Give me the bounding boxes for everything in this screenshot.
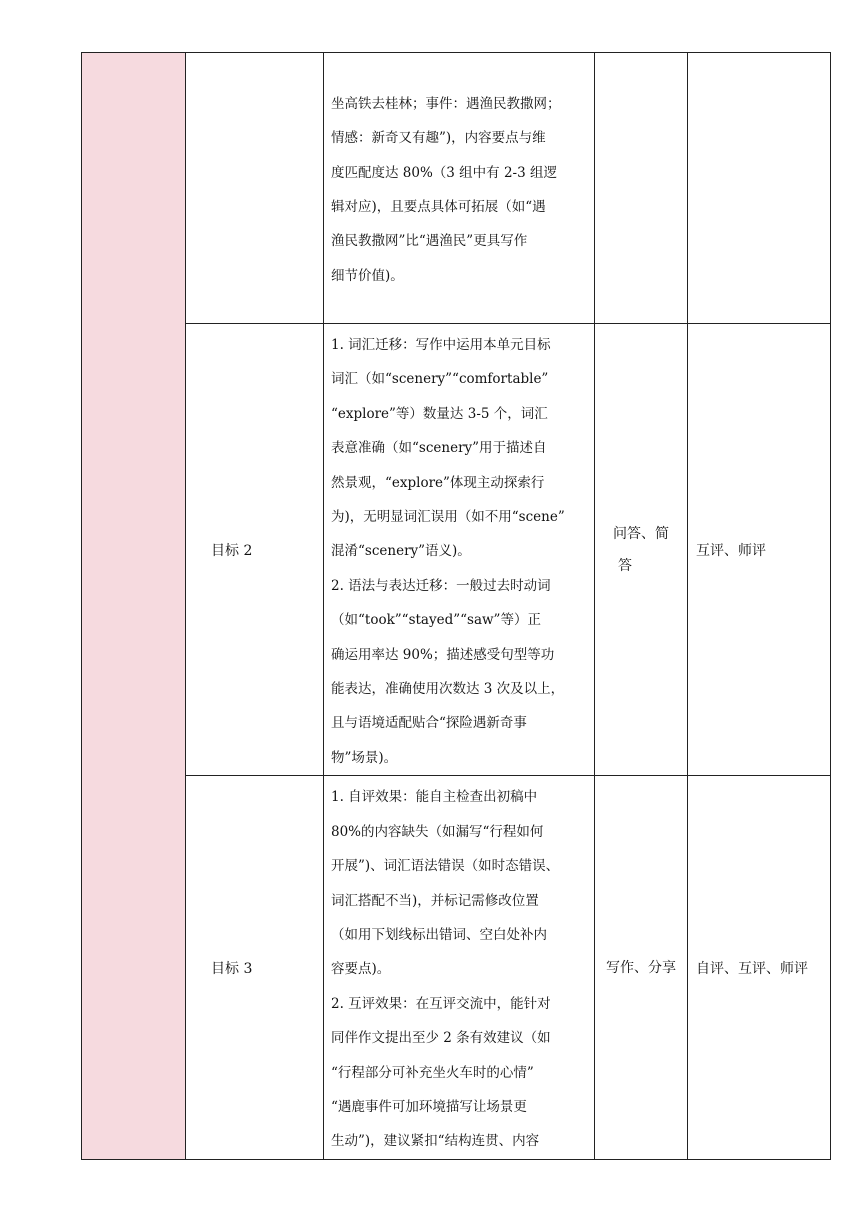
description-line: 词汇（如“scenery”“comfortable” <box>331 371 549 388</box>
description-line: 度匹配度达 80%（3 组中有 2-3 组逻 <box>331 164 557 181</box>
description-line: “explore”等）数量达 3-5 个，词汇 <box>331 405 548 422</box>
method-line: 答 <box>618 557 632 574</box>
table-row <box>82 776 831 1159</box>
description-line: 混淆“scenery”语义)。 <box>331 543 471 560</box>
description-line: 为)，无明显词汇误用（如不用“scene” <box>331 509 565 526</box>
description-line: “行程部分可补充坐火车时的心情” <box>331 1064 534 1081</box>
description-line: （如“took”“stayed”“saw”等）正 <box>331 612 541 629</box>
description-line: “遇鹿事件可加环境描写让场景更 <box>331 1098 527 1115</box>
description-line: 确运用率达 90%；描述感受句型等功 <box>331 646 555 663</box>
description-cell <box>324 53 595 324</box>
description-line: 词汇搭配不当)，并标记需修改位置 <box>331 892 539 909</box>
description-cell <box>324 324 595 776</box>
description-line: 2. 语法与表达迁移：一般过去时动词 <box>331 577 551 594</box>
description-line: 情感：新奇又有趣”)，内容要点与维 <box>331 130 546 147</box>
description-line: 辑对应)，且要点具体可拓展（如“遇 <box>331 199 546 215</box>
description-line: 生动”)，建议紧扣“结构连贯、内容 <box>331 1133 540 1150</box>
description-line: 渔民教撒网”比“遇渔民”更具写作 <box>331 233 528 250</box>
table-row <box>82 324 831 776</box>
evaluation-cell <box>688 53 831 324</box>
description-line: 物”场景)。 <box>331 749 398 766</box>
description-line: 1. 词汇迁移：写作中运用本单元目标 <box>331 337 551 353</box>
category-cell <box>82 53 186 1160</box>
method-cell: 写作、分享 <box>595 776 688 1159</box>
description-line: 表意准确（如“scenery”用于描述自 <box>331 440 547 457</box>
description-line: 80%的内容缺失（如漏写“行程如何 <box>331 823 544 840</box>
description-line: 然景观，“explore”体现主动探索行 <box>331 474 545 491</box>
description-line: 容要点)。 <box>331 961 391 978</box>
description-line: 同伴作文提出至少 2 条有效建议（如 <box>331 1030 551 1047</box>
method-cell <box>595 324 688 776</box>
description-line: （如用下划线标出错词、空白处补内 <box>331 926 547 943</box>
method-line: 问答、简 <box>613 525 669 542</box>
target-cell: 目标 2 <box>186 324 324 776</box>
table-row <box>82 53 831 324</box>
target-cell: 目标 3 <box>186 776 324 1159</box>
evaluation-cell: 自评、互评、师评 <box>688 776 831 1159</box>
description-line: 2. 互评效果：在互评交流中，能针对 <box>331 995 551 1012</box>
target-cell <box>186 53 324 324</box>
rubric-table <box>81 52 831 1160</box>
description-line: 1. 自评效果：能自主检查出初稿中 <box>331 789 538 806</box>
description-cell <box>324 776 595 1159</box>
description-line: 坐高铁去桂林；事件：遇渔民教撒网； <box>331 95 561 112</box>
description-line: 且与语境适配贴合“探险遇新奇事 <box>331 715 527 732</box>
description-line: 能表达，准确使用次数达 3 次及以上， <box>331 681 565 698</box>
method-cell <box>595 53 688 324</box>
description-line: 细节价值)。 <box>331 267 404 284</box>
description-line: 开展”)、词汇语法错误（如时态错误、 <box>331 858 560 875</box>
evaluation-cell: 互评、师评 <box>688 324 831 776</box>
